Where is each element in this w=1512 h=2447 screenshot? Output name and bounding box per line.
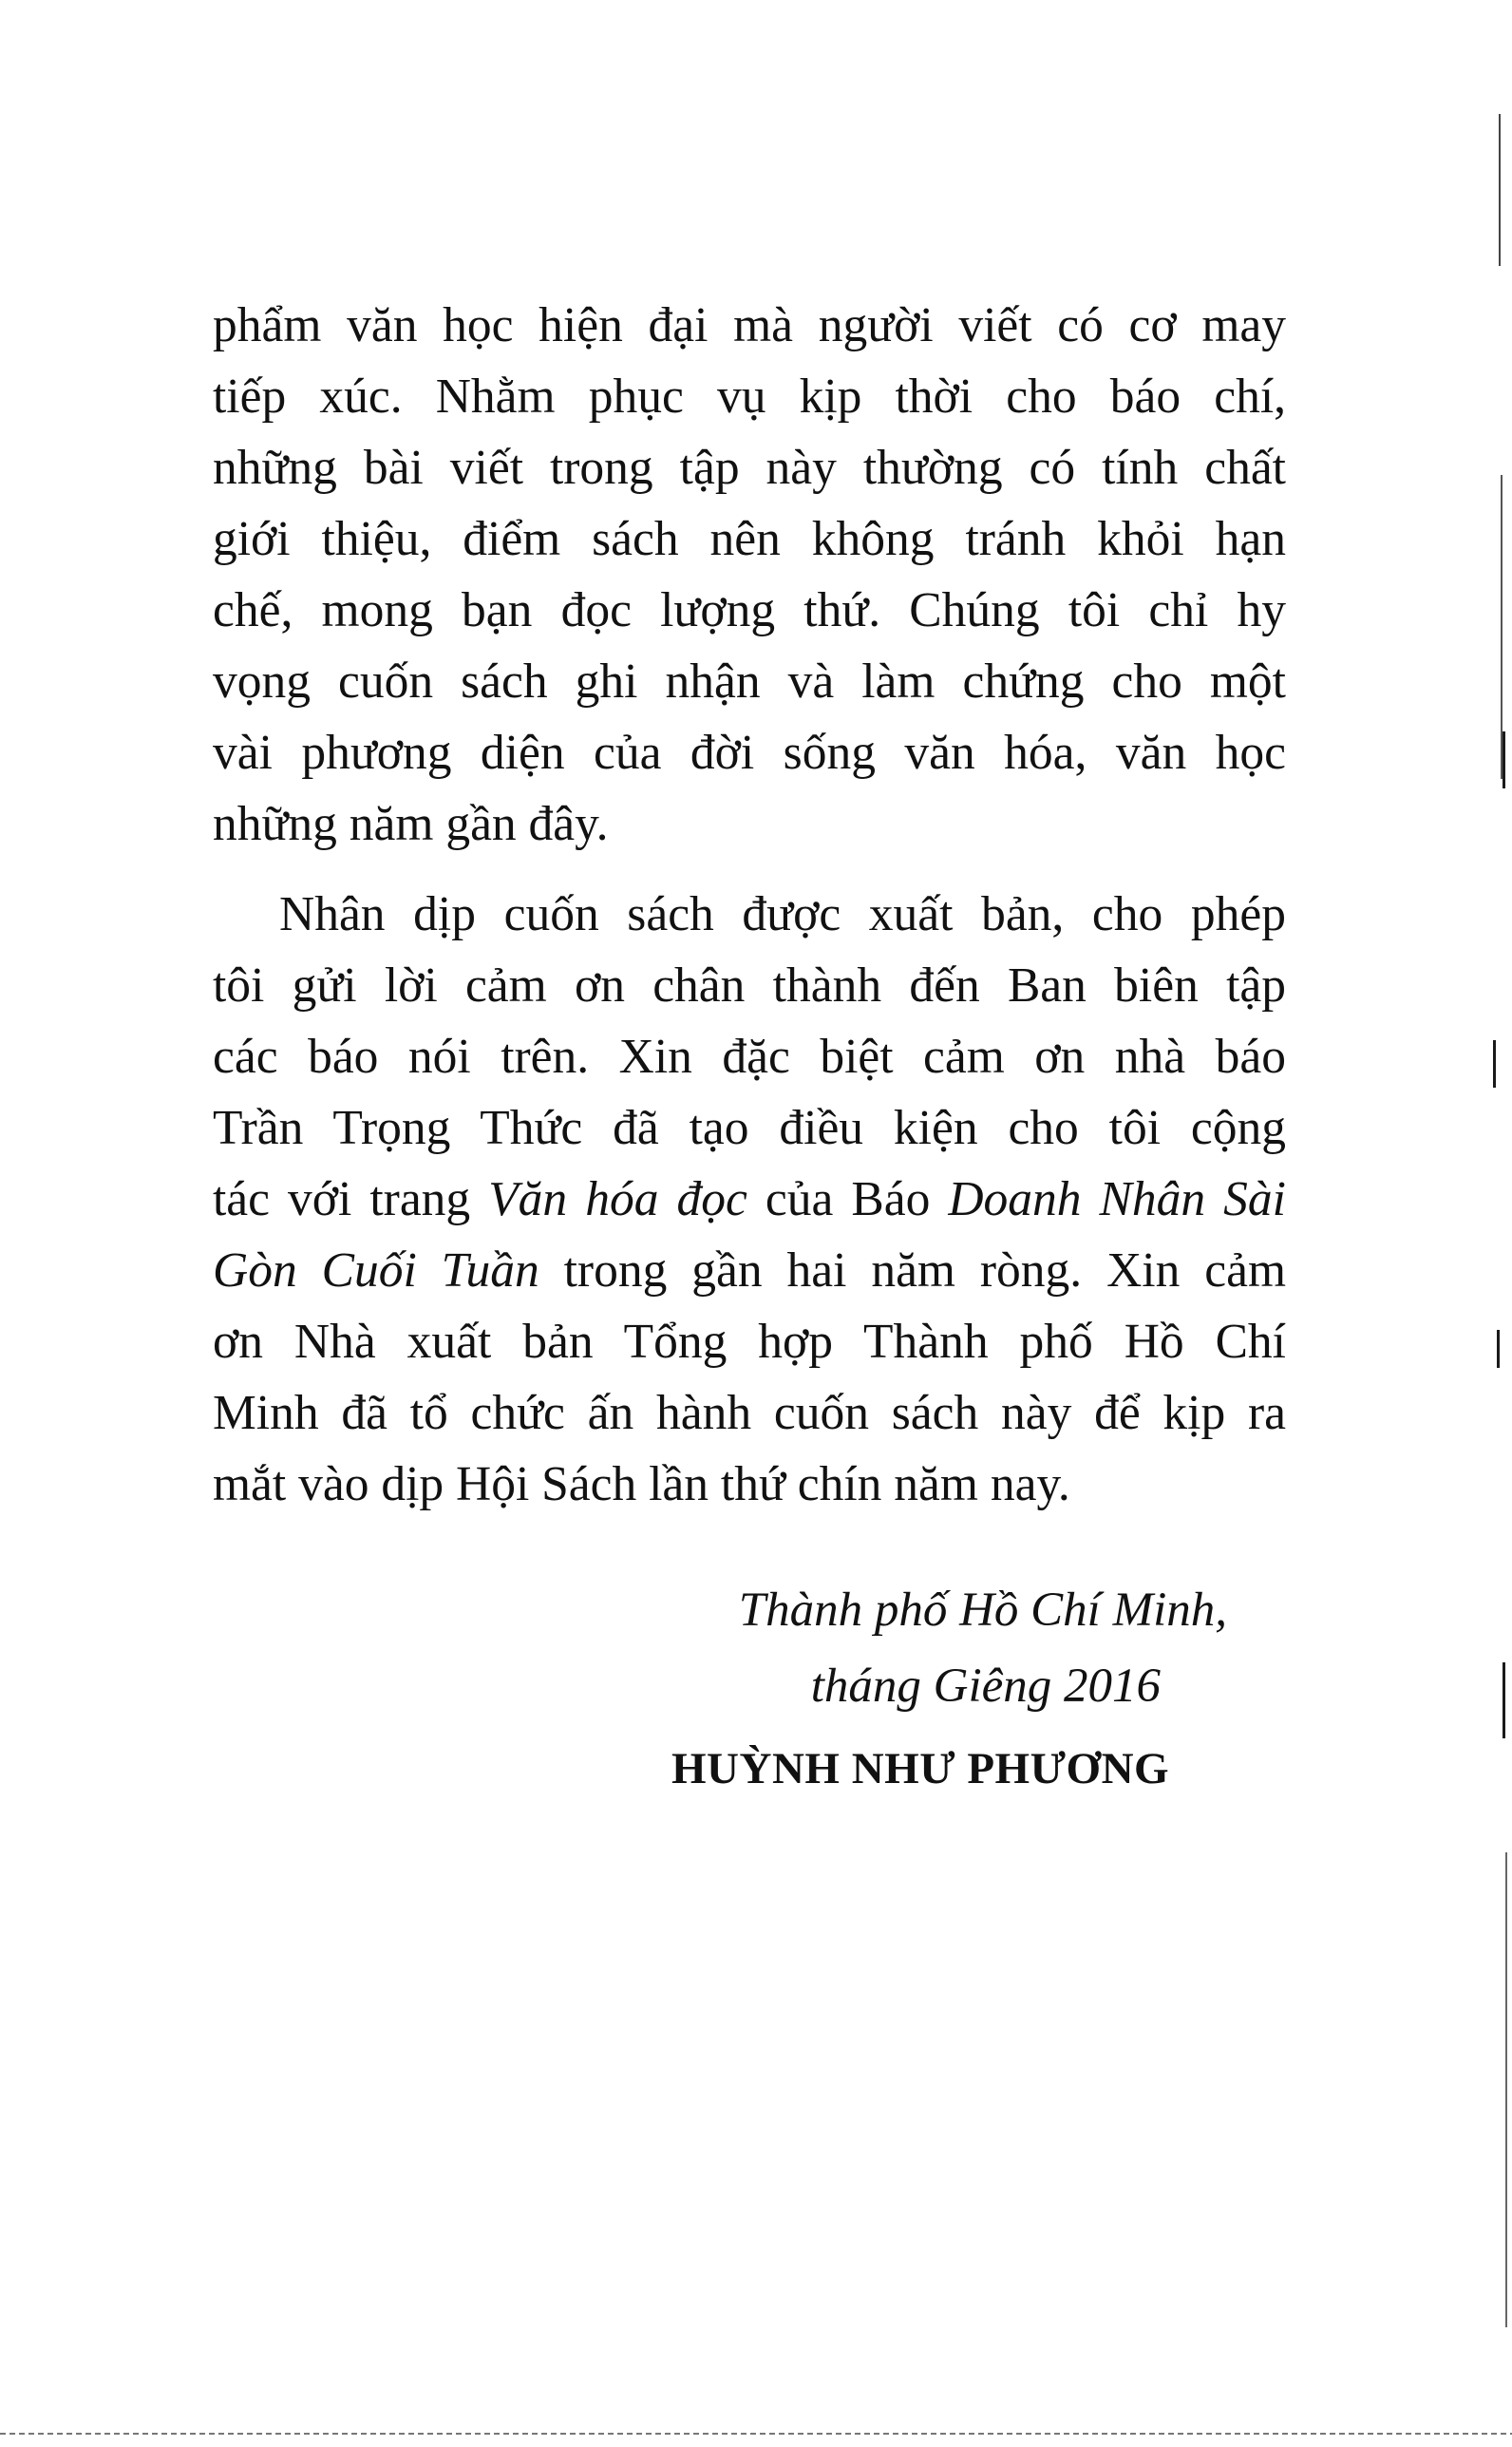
paragraph-2-line: các báo nói trên. Xin đặc biệt cảm ơn nhà báo — [213, 1030, 1286, 1084]
paragraph-1-line: vài phương diện của đời sống văn hóa, văn học — [213, 726, 1286, 780]
scan-edge-mark — [1503, 731, 1505, 788]
scan-edge-mark — [1503, 1662, 1505, 1738]
paragraph-2-line: mắt vào dịp Hội Sách lần thứ chín năm nay. — [213, 1457, 1070, 1511]
text-run: của Báo — [747, 1172, 949, 1226]
paragraph-2-line: Minh đã tổ chức ấn hành cuốn sách này để kịp ra — [213, 1386, 1286, 1440]
paragraph-1-line: phẩm văn học hiện đại mà người viết có cơ may — [213, 298, 1286, 352]
scan-edge-mark — [1497, 1330, 1500, 1368]
paragraph-2-line — [213, 1235, 1286, 1306]
text-run: tác với trang — [213, 1172, 489, 1226]
scan-edge-mark — [1505, 1852, 1507, 2327]
paragraph-1-line: tiếp xúc. Nhằm phục vụ kịp thời cho báo chí, — [213, 370, 1286, 424]
scan-edge-mark — [1493, 1040, 1496, 1088]
author-name: HUỲNH NHƯ PHƯƠNG — [671, 1744, 1170, 1793]
book-title-italic: Văn hóa đọc — [488, 1172, 747, 1226]
scan-edge-mark — [1499, 114, 1501, 266]
paragraph-1-line: những năm gần đây. — [213, 797, 609, 851]
paragraph-1-line: vọng cuốn sách ghi nhận và làm chứng cho một — [213, 654, 1286, 709]
paragraph-2-line — [213, 1164, 1286, 1235]
newspaper-title-italic: Gòn Cuối Tuần — [213, 1243, 539, 1298]
paragraph-2-line: Trần Trọng Thức đã tạo điều kiện cho tôi cộng — [213, 1101, 1286, 1155]
newspaper-title-italic: Doanh Nhân Sài — [948, 1172, 1286, 1226]
paragraph-2-line: Nhân dịp cuốn sách được xuất bản, cho phép — [279, 887, 1286, 941]
signoff-place-date — [739, 1572, 1227, 1724]
paragraph-1-line: những bài viết trong tập này thường có tính chất — [213, 441, 1286, 495]
text-run: trong gần hai năm ròng. Xin cảm — [539, 1243, 1286, 1298]
paragraph-1 — [213, 290, 1286, 860]
paragraph-2-line: ơn Nhà xuất bản Tổng hợp Thành phố Hồ Chí — [213, 1315, 1286, 1369]
scan-bottom-edge — [0, 2433, 1512, 2435]
paragraph-2-line: tôi gửi lời cảm ơn chân thành đến Ban biên tập — [213, 958, 1286, 1013]
paragraph-1-line: chế, mong bạn đọc lượng thứ. Chúng tôi chỉ hy — [213, 583, 1286, 637]
signoff-date: tháng Giêng 2016 — [810, 1660, 1161, 1713]
signoff-place: Thành phố Hồ Chí Minh, — [738, 1584, 1227, 1637]
paragraph-1-line: giới thiệu, điểm sách nên không tránh khỏi hạn — [213, 512, 1286, 566]
paragraph-2 — [213, 879, 1286, 1520]
